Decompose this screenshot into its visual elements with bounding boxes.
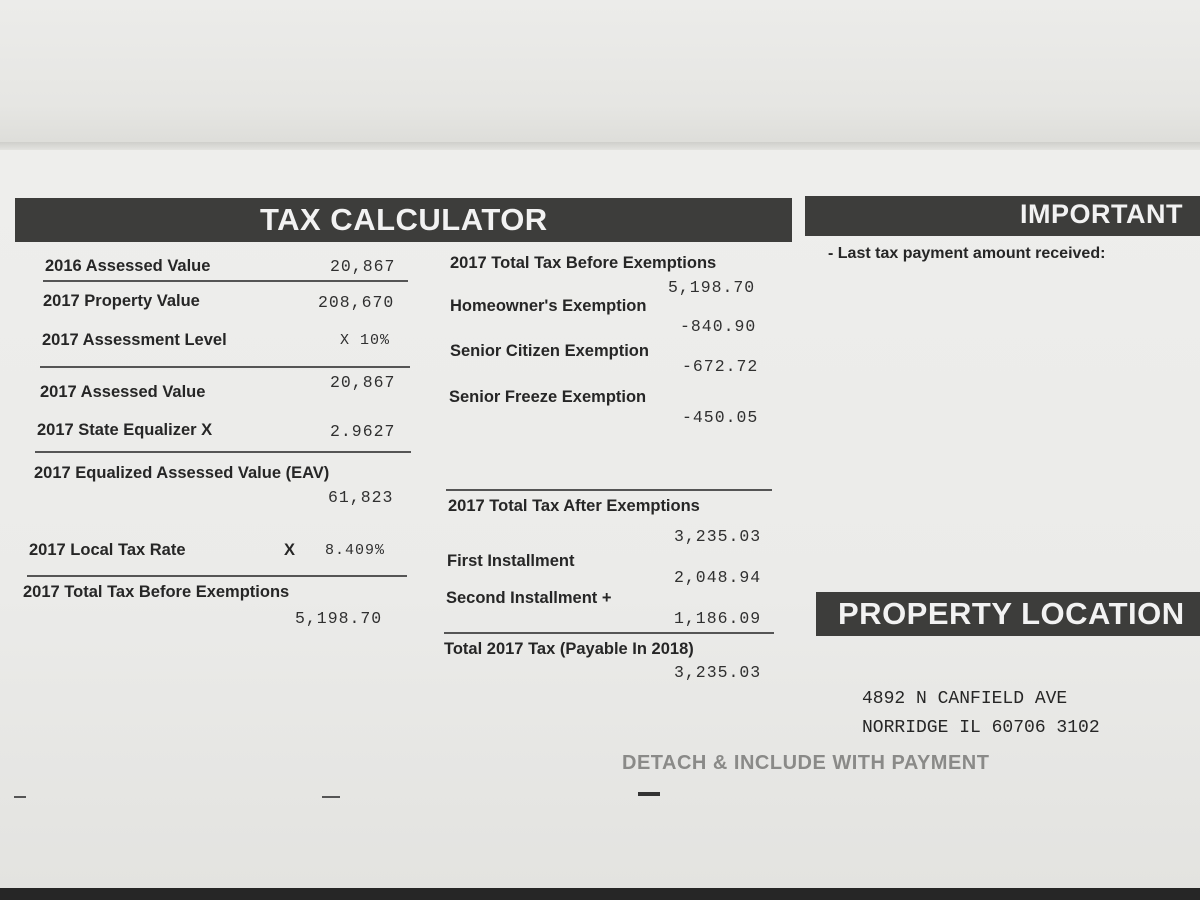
property-location-banner — [816, 592, 1200, 636]
right-total-before-label: 2017 Total Tax Before Exemptions — [450, 254, 717, 272]
total-after-exemptions-label: 2017 Total Tax After Exemptions — [448, 497, 700, 515]
address-line-1: 4892 N CANFIELD AVE — [862, 689, 1068, 709]
total-after-exemptions-value: 3,235.03 — [674, 527, 762, 546]
total-tax-label: Total 2017 Tax (Payable In 2018) — [444, 640, 694, 658]
first-installment-value: 2,048.94 — [674, 568, 762, 587]
divider — [446, 489, 772, 491]
left-total-before-label: 2017 Total Tax Before Exemptions — [23, 583, 290, 601]
homeowner-exemption-value: -840.90 — [680, 317, 757, 336]
property-value-value: 208,670 — [318, 293, 395, 312]
divider — [35, 451, 411, 453]
eav-value: 61,823 — [328, 488, 394, 507]
perforation-mark — [638, 792, 660, 796]
last-payment-label: - Last tax payment amount received: — [828, 245, 1106, 262]
important-title: IMPORTANT — [1020, 199, 1183, 229]
assessment-level-value: X 10% — [340, 332, 391, 349]
property-location-title: PROPERTY LOCATION — [838, 596, 1185, 631]
state-equalizer-label: 2017 State Equalizer X — [37, 421, 213, 439]
state-equalizer-value: 2.9627 — [330, 422, 396, 441]
local-tax-rate-operator: X — [284, 541, 296, 559]
paper-top-flap — [0, 0, 1200, 150]
total-tax-value: 3,235.03 — [674, 663, 762, 682]
address-line-2: NORRIDGE IL 60706 3102 — [862, 718, 1100, 738]
perforation-mark — [322, 796, 340, 798]
important-banner — [805, 196, 1200, 236]
second-installment-value: 1,186.09 — [674, 609, 762, 628]
eav-label: 2017 Equalized Assessed Value (EAV) — [34, 464, 330, 482]
homeowner-exemption-label: Homeowner's Exemption — [450, 297, 647, 315]
property-value-label: 2017 Property Value — [43, 292, 200, 310]
detach-instruction: DETACH & INCLUDE WITH PAYMENT — [622, 752, 990, 774]
local-tax-rate-label: 2017 Local Tax Rate — [29, 541, 186, 559]
senior-citizen-exemption-value: -672.72 — [682, 357, 759, 376]
assessed-2016-value: 20,867 — [330, 257, 396, 276]
left-total-before-value: 5,198.70 — [295, 609, 383, 628]
tax-calculator-title: TAX CALCULATOR — [260, 202, 548, 237]
assessed-2016-label: 2016 Assessed Value — [45, 257, 211, 275]
assessed-2017-label: 2017 Assessed Value — [40, 383, 206, 401]
table-surface — [0, 888, 1200, 900]
first-installment-label: First Installment — [447, 552, 575, 570]
senior-freeze-exemption-label: Senior Freeze Exemption — [449, 388, 647, 406]
senior-citizen-exemption-label: Senior Citizen Exemption — [450, 342, 649, 360]
assessment-level-label: 2017 Assessment Level — [42, 331, 227, 349]
tax-calculator-banner — [15, 198, 792, 242]
divider — [27, 575, 407, 577]
second-installment-label: Second Installment + — [446, 589, 612, 607]
divider — [40, 366, 410, 368]
right-total-before-value: 5,198.70 — [668, 278, 756, 297]
senior-freeze-exemption-value: -450.05 — [682, 408, 759, 427]
assessed-2017-value: 20,867 — [330, 373, 396, 392]
divider — [444, 632, 774, 634]
divider — [43, 280, 408, 282]
perforation-mark — [14, 796, 26, 798]
local-tax-rate-value: 8.409% — [325, 542, 386, 559]
